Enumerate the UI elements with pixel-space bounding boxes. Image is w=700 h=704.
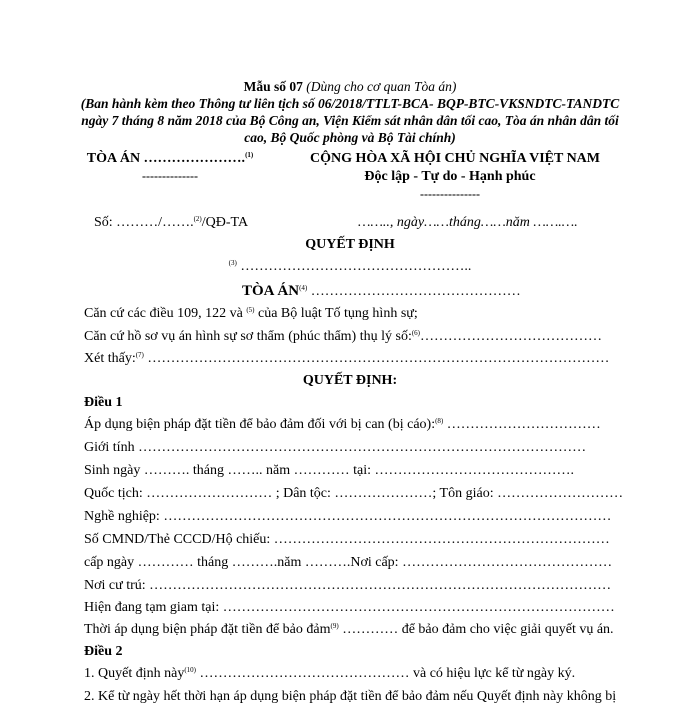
field-detention: Hiện đang tạm giam tại: ………………………………………………………………………… [84, 600, 615, 615]
form-usage-note: (Dùng cho cơ quan Tòa án) [306, 79, 457, 94]
basis-1-text-a: Căn cứ các điều 109, 122 và [84, 306, 247, 321]
republic-name: CỘNG HÒA XÃ HỘI CHỦ NGHĨA VIỆT NAM [309, 151, 600, 166]
field-birth: Sinh ngày ………. tháng …….. năm ………… tại: ……………………………………. [84, 463, 574, 478]
article-2-clause-2: 2. Kể từ ngày hết thời hạn áp dụng biện pháp đặt tiền để bảo đảm nếu Quyết định này không bị [84, 689, 617, 704]
clause-1-text-a: 1. Quyết định này [84, 666, 185, 681]
decision-number [94, 216, 248, 230]
court-name-footnote: (1) [245, 151, 254, 159]
decision-subject [0, 260, 700, 274]
basis-2-text-a: Căn cứ hồ sơ vụ án hình sự sơ thẩm (phúc thẩm) thụ lý số: [84, 329, 412, 344]
duration-text-b: ………… để bảo đảm cho việc giải quyết vụ án. [338, 622, 614, 637]
article-1-title: Điều 1 [84, 395, 123, 410]
document-title: QUYẾT ĐỊNH [305, 237, 395, 252]
decision-number-text: Số: ………/……. [94, 215, 194, 230]
basis-2-footnote: (6) [411, 329, 421, 337]
court-heading-dots: ……………………………………… [307, 284, 521, 299]
basis-3-text: Xét thấy: [84, 351, 136, 366]
basis-1-text-b: của Bộ luật Tố tụng hình sự; [254, 306, 418, 321]
field-id-number: Số CMND/Thẻ CCCD/Hộ chiếu: ……………………………………………………………… [84, 532, 610, 547]
field-duration [84, 623, 614, 637]
field-id-issued: cấp ngày ………… tháng ……….năm ……….Nơi cấp: ……………………………………… [84, 555, 613, 570]
clause-1-text-b: ……………………………………… và có hiệu lực kể từ ngày ký. [196, 666, 576, 681]
field-nationality: Quốc tịch: ……………………… ; Dân tộc: …………………; Tôn giáo: ……………………… [84, 486, 624, 501]
national-motto: Độc lập - Tự do - Hạnh phúc [364, 169, 536, 184]
article-1-apply-text: Áp dụng biện pháp đặt tiền để bảo đảm đối với bị can (bị cáo): [84, 417, 436, 432]
issuance-line-3: cao, Bộ Quốc phòng và Bộ Tài chính) [244, 130, 456, 145]
article-1-apply [84, 418, 601, 432]
issuance-line-1: (Ban hành kèm theo Thông tư liên tịch số 06/2018/TTLT-BCA- BQP-BTC-VKSNDTC-TANDTC [80, 96, 620, 111]
basis-2-dots: ………………………………… [420, 329, 603, 344]
decision-subject-footnote: (3) [228, 259, 237, 267]
court-heading-footnote: (4) [299, 284, 308, 292]
clause-1-footnote: (10) [184, 666, 196, 674]
decision-number-suffix: /QĐ-TA [201, 215, 249, 230]
article-1-apply-dots: …………………………… [443, 417, 601, 432]
court-heading-text: TÒA ÁN [242, 283, 300, 299]
motto-divider: --------------- [420, 187, 480, 201]
decision-heading: QUYẾT ĐỊNH: [302, 373, 398, 388]
basis-3-footnote: (7) [135, 351, 144, 359]
issuance-line-2: ngày 7 tháng 8 năm 2018 của Bộ Công an, Viện Kiểm sát nhân dân tối cao, Tòa án nhân dân tối [81, 113, 619, 128]
basis-procedure-code [84, 307, 418, 321]
article-1-apply-footnote: (8) [435, 417, 444, 425]
court-name-text: TÒA ÁN …………………. [86, 151, 246, 166]
field-gender: Giới tính …………………………………………………………………………………… [84, 440, 587, 455]
field-residence: Nơi cư trú: ……………………………………………………………………………………… [84, 578, 612, 593]
court-heading [242, 284, 521, 299]
basis-considering [84, 352, 609, 366]
article-2-clause-1 [84, 667, 575, 681]
basis-case-file [84, 330, 602, 344]
article-2-title: Điều 2 [84, 644, 123, 659]
court-divider: -------------- [142, 169, 198, 183]
basis-3-dots: ……………………………………………………………………………………… [143, 351, 610, 366]
decision-number-footnote: (2) [193, 215, 202, 223]
form-number-label: Mẫu số 07 [243, 79, 303, 94]
field-occupation: Nghề nghiệp: …………………………………………………………………………………… [84, 509, 612, 524]
place-date: …….., ngày……tháng……năm …….…. [358, 215, 578, 230]
decision-subject-dots: ………………………………………….. [236, 259, 472, 274]
form-number [0, 80, 700, 94]
duration-text: Thời áp dụng biện pháp đặt tiền để bảo đảm [84, 622, 331, 637]
duration-footnote: (9) [330, 622, 339, 630]
basis-1-footnote: (5) [246, 306, 255, 314]
